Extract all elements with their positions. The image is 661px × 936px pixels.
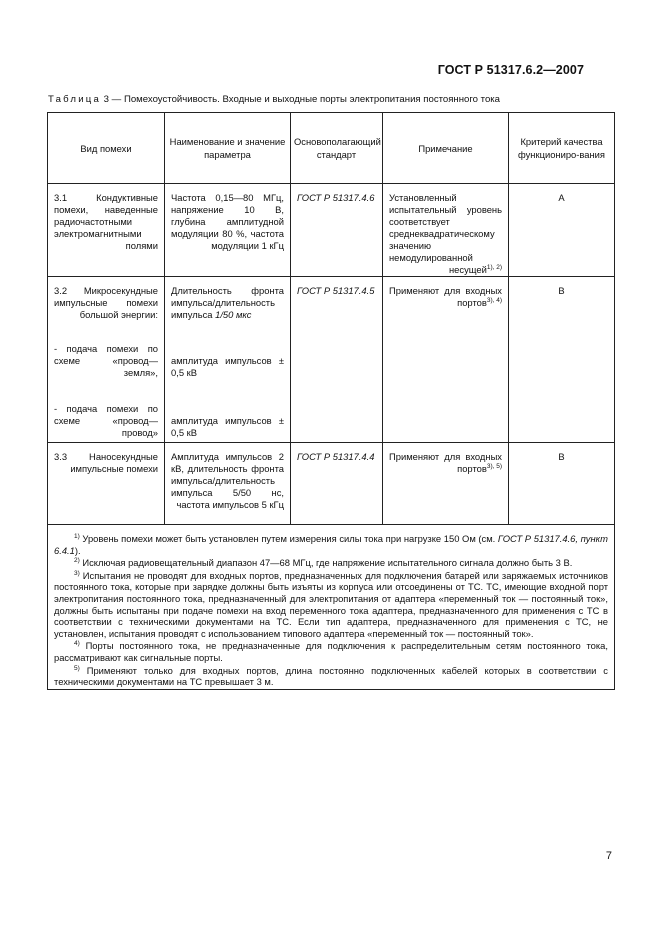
row1-criterion: А [509,184,615,277]
footnote-2-mark: 2) [74,557,80,565]
table-caption-title: 3 — Помехоустойчивость. Входные и выходные порты электропитания постоянного тока [101,94,501,105]
footnote-4-mark: 4) [74,640,80,648]
header-basic-standard: Основополагающий стандарт [291,113,383,184]
row3-standard: ГОСТ Р 51317.4.4 [291,443,383,525]
page-number: 7 [605,850,612,862]
row1-note-footnote-ref: 1), 2) [486,264,502,271]
row3-note [383,443,509,525]
row2-parameter-a-italic: 1/50 мкс [215,309,252,320]
footnote-1-text: Уровень помехи может быть установлен путем измерения силы тока при нагрузке 150 Ом (см. [79,533,498,544]
immunity-table [47,112,615,690]
footnote-1 [54,533,608,556]
row2-parameter-c: амплитуда импульсов ± 0,5 кВ [171,415,284,438]
header-disturbance-type: Вид помехи [48,113,165,184]
row3-note-text: Применяют для входных портов [389,451,502,474]
row2-disturbance-sub1: - подача помехи по схеме «провод—земля», [54,343,158,378]
header-parameter: Наименование и значение параметра [165,113,291,184]
row2-note-footnote-ref: 3), 4) [486,297,502,304]
footnotes-cell [48,525,615,690]
row2-parameter-a [171,285,284,321]
footnote-4 [54,640,608,663]
row2-parameter-a-text: Длительность фронта импульса/длительность импульса [171,285,284,320]
footnote-4-text: Порты постоянного тока, не предназначенные для подключения к распределительным сетям постоянного тока, рассматривают как сигнальные порты. [54,640,608,663]
footnote-5 [54,665,608,688]
row1-parameter: Частота 0,15—80 МГц, напряжение 10 В, глубина амплитудной модуляции 80 %, частота модуляции 1 кГц [165,184,291,277]
row3-disturbance: 3.3 Наносекундные импульсные помехи [48,443,165,525]
table-row [48,184,615,277]
row2-parameter-b: амплитуда импульсов ± 0,5 кВ [171,355,284,378]
table-row [48,277,615,443]
table-row [48,443,615,525]
footnotes-row [48,525,615,690]
row2-disturbance-sub2: - подача помехи по схеме «провод—провод» [54,403,158,438]
footnote-3-text: Испытания не проводят для входных портов, предназначенных для подключения батарей или заряжаемых источников постоянного тока, которые при зарядке должны быть изъяты из корпуса или отсоединены от ТС. ТС, имеющие входной порт электропитания постоянного тока, предназначенный для электропитания от адаптера «переменный ток — постоянный ток», должны быть испытаны при подаче помехи на вход переменного тока адаптера, предназначенного для применения с ТС в соответствии с техническими документами на ТС. Если тип адаптера, предназначенного для применения с ТС, не установлен, испытания проводят с использованием типового адаптера «переменный ток — постоянный ток». [54,569,608,639]
footnote-3 [54,570,608,640]
row2-note-text: Применяют для входных портов [389,285,502,308]
row2-standard: ГОСТ Р 51317.4.5 [291,277,383,443]
row2-note [383,277,509,443]
footnote-1-reference: ГОСТ Р 51317.4.6, пункт 6.4.1 [54,533,608,556]
row3-parameter: Амплитуда импульсов 2 кВ, длительность фронта импульса/длительность импульса 5/50 нс, частота импульсов 5 кГц [165,443,291,525]
table-caption [48,94,500,105]
row3-note-footnote-ref: 3), 5) [486,463,502,470]
document-id: ГОСТ Р 51317.6.2—2007 [437,63,584,77]
footnote-1-mark: 1) [74,533,80,540]
row3-criterion: В [509,443,615,525]
footnote-5-mark: 5) [74,664,80,672]
row1-note [383,184,509,277]
table-header-row [48,113,615,184]
header-note: Примечание [383,113,509,184]
row1-note-text: Установленный испытательный уровень соответствует среднеквадратическому значению немодулированной несущей [389,192,502,275]
row2-disturbance [48,277,165,443]
footnote-5-text: Применяют только для входных портов, длина постоянно подключенных кабелей которых в соответствии с техническими документами на ТС превышает 3 м. [54,664,608,688]
row1-standard: ГОСТ Р 51317.4.6 [291,184,383,277]
row1-disturbance: 3.1 Кондуктивные помехи, наведенные радиочастотными электромагнитными полями [48,184,165,277]
row2-parameter [165,277,291,443]
footnote-2-text: Исключая радиовещательный диапазон 47—68 МГц, где напряжение испытательного сигнала должно быть 3 В. [79,557,573,569]
header-criterion: Критерий качества функциониро-вания [509,113,615,184]
table-caption-label: Таблица [48,94,102,105]
row2-disturbance-title: 3.2 Микросекундные импульсные помехи большой энергии: [54,285,158,320]
footnote-2 [54,557,608,569]
row2-criterion: В [509,277,615,443]
footnote-3-mark: 3) [74,569,80,577]
footnote-1-tail: ). [74,544,81,556]
